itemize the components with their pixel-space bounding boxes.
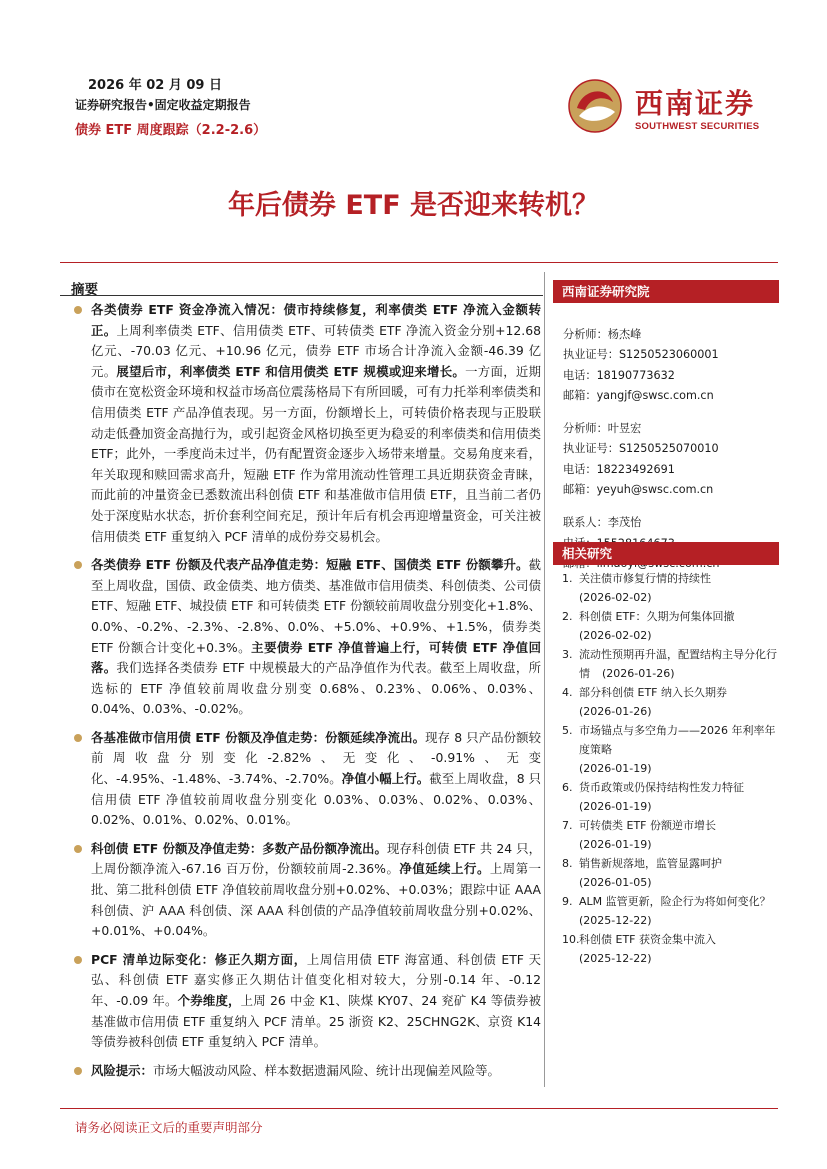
related-research-header: 相关研究: [553, 542, 779, 565]
analyst-email[interactable]: 邮箱：yeyuh@swsc.com.cn: [563, 483, 714, 497]
bullet-key-point: 净值小幅上行。: [341, 771, 430, 787]
bullet-text: 截至上周收盘，国债、政金债类、地方债类、基准做市信用债类、科创债类、公司债 ETF、短融 ETF、城投债 ETF 和可转债类 ETF 份额较前周收盘分别变化+1.8%、0.0%、-0.2%、-2.3%、-2.8%、0.0%、+5.0%、+0.9%、+1.5%，债券类 ETF 份额合计变化+0.3%。: [91, 557, 541, 655]
company-logo: [565, 78, 770, 134]
abstract-divider: [60, 295, 543, 296]
item-date: (2026-01-19): [579, 838, 652, 851]
analyst-email[interactable]: 邮箱：yangjf@swsc.com.cn: [563, 388, 714, 402]
bullet-key-point: PCF 清单边际变化：修正久期方面，: [91, 951, 307, 967]
item-date: (2026-01-19): [579, 762, 652, 775]
bullet-key-point: 各类债券 ETF 资金净流入情况：债市持续修复，利率债类 ETF 净流入金额转正。: [91, 302, 541, 338]
abstract-bullet: [71, 728, 541, 831]
bullet-text: 上周信用债 ETF 海富通、科创债 ETF 天弘、科创债 ETF 嘉实修正久期估计值变化相对较大，分别-0.14 年、-0.12 年、-0.09 年。: [91, 951, 541, 1008]
bullet-key-point: 主要债券 ETF 净值普遍上行，可转债 ETF 净值回落。: [91, 639, 542, 676]
related-research-item[interactable]: [553, 569, 779, 607]
item-title: ALM 监管更新，险企行为将如何变化？: [579, 895, 771, 908]
item-number: 9.: [562, 895, 573, 908]
bullet-text: 截至上周收盘，8 只信用债 ETF 净值较前周收盘分别变化 0.03%、0.03%、0.02%、0.03%、0.02%、0.01%、0.02%、0.01%。: [91, 771, 542, 828]
bullet-dot-icon: [74, 561, 82, 569]
analyst-panel: [553, 280, 779, 574]
item-number: 6.: [562, 781, 573, 794]
bullet-text: 一方面，近期债市在宽松资金环境和权益市场高位震荡格局下有所回暖，可有力托举利率债类和信用债类 ETF 产品净值表现。另一方面，份额增长上，可转债价格表现与正股联动走低叠加资金高抛行为，或引起资金风格切换至更为稳妥的利率债类和信用债类 ETF；此外，一季度尚未过半，仍有配置资金逐步入场带来增量。交易角度来看，年关取现和赎回需求高升，短融 ETF 作为常用流动性管理工具近期获资金青睐，而此前的冲量资金已悉数流出科创债 ETF 和基准做市信用债 ETF，且当前二者仍处于深度贴水状态，折价套利空间充足，预计年后有机会再迎增量资金，可关注被信用债类 ETF 重复纳入 PCF 清单的成份券交易机会。: [91, 363, 542, 544]
item-title: 科创债 ETF 获资金集中流入: [579, 933, 716, 946]
analyst-license: 执业证号：S1250523060001: [563, 348, 719, 362]
research-institute-header: 西南证券研究院: [553, 280, 779, 303]
item-title: 可转债类 ETF 份额逆市增长: [579, 819, 716, 832]
analyst-phone: 电话：18190773632: [563, 368, 675, 382]
report-series: 债券 ETF 周度跟踪（2.2-2.6）: [75, 123, 267, 138]
abstract-bullet: [71, 950, 541, 1053]
bullet-key-point: 各类债券 ETF 份额及代表产品净值走势：短融 ETF、国债类 ETF 份额攀升。: [91, 557, 529, 573]
analyst-phone: 电话：18223492691: [563, 462, 675, 476]
bullet-dot-icon: [74, 1067, 82, 1075]
bullet-dot-icon: [74, 306, 82, 314]
bullet-text: 现存 8 只产品份额较前周收盘分别变化-2.82%、无变化、-0.91%、无变化、-4.95%、-1.48%、-3.74%、-2.70%。: [91, 729, 541, 787]
logo-name-en: SOUTHWEST SECURITIES: [635, 121, 760, 132]
bullet-text: 市场大幅波动风险、样本数据遗漏风险、统计出现偏差风险等。: [152, 1062, 500, 1078]
item-title: 市场锚点与多空角力——2026 年利率年度策略: [579, 724, 776, 756]
bullet-key-point: 个券维度，: [177, 993, 241, 1008]
bullet-text: 我们选择各类债券 ETF 中规模最大的产品净值作为代表。截至上周收盘，所选标的 ETF 净值较前周收盘分别变 0.68%、0.23%、0.06%、0.03%、0.04%、0.03%、-0.02%。: [91, 660, 542, 717]
item-number: 7.: [562, 819, 573, 832]
related-research-item[interactable]: [553, 607, 779, 645]
analyst-name: 分析师：杨杰峰: [563, 328, 642, 341]
bullet-key-point: 净值延续上行。: [399, 861, 490, 877]
item-number: 1.: [562, 572, 573, 585]
bullet-key-point: 科创债 ETF 份额及净值走势：多数产品份额净流出。: [91, 840, 387, 856]
item-number: 10.: [562, 933, 580, 946]
item-title: 部分科创债 ETF 纳入长久期券: [579, 686, 727, 699]
header-divider: [60, 262, 778, 263]
item-title: 流动性预期再升温，配置结构主导分化行情: [579, 648, 777, 680]
abstract-heading: 摘要: [71, 282, 98, 298]
item-title: 货币政策或仍保持结构性发力特征: [579, 781, 744, 794]
item-title: 关注债市修复行情的持续性: [579, 572, 711, 585]
item-title: 科创债 ETF：久期为何集体回撤: [579, 610, 735, 623]
disclaimer-note: 请务必阅读正文后的重要声明部分: [75, 1120, 263, 1135]
related-research-item[interactable]: [553, 854, 779, 892]
bullet-key-point: 风险提示：: [91, 1062, 153, 1078]
related-research-list: [553, 569, 779, 968]
analyst-license: 执业证号：S1250525070010: [563, 442, 719, 456]
bullet-key-point: 展望后市，利率债类 ETF 和信用债类 ETF 规模或迎来增长。: [116, 363, 466, 379]
report-type: 证券研究报告•固定收益定期报告: [75, 98, 251, 112]
analyst-1: [553, 325, 779, 406]
item-number: 5.: [562, 724, 573, 737]
related-research-panel: [553, 542, 779, 968]
bullet-text: 上周利率债类 ETF、信用债类 ETF、可转债类 ETF 净流入资金分别+12.68 亿元、-70.03 亿元、+10.96 亿元，债券 ETF 市场合计净流入金额-46.39 亿元。: [91, 322, 542, 379]
bullet-text: 现存科创债 ETF 共 24 只，上周份额净流入-67.16 百万份，份额较前周-2.36%。: [91, 840, 541, 877]
bullet-dot-icon: [74, 734, 82, 742]
abstract-bullets: [71, 300, 541, 1089]
item-date: (2025-12-22): [579, 952, 652, 965]
contact-name: 联系人：李茂怡: [563, 516, 642, 530]
abstract-bullet: [71, 839, 541, 942]
item-number: 4.: [562, 686, 573, 699]
related-research-item[interactable]: [553, 721, 779, 778]
abstract-bullet: [71, 1061, 541, 1082]
page-title: 年后债券 ETF 是否迎来转机？: [227, 190, 600, 221]
related-research-item[interactable]: [553, 683, 779, 721]
related-research-item[interactable]: [553, 778, 779, 816]
abstract-bullet: [71, 300, 541, 547]
logo-emblem-icon: [565, 78, 625, 134]
column-divider: [544, 272, 545, 1087]
related-research-item[interactable]: [553, 645, 779, 683]
item-date: (2026-01-19): [579, 800, 652, 813]
item-date: (2026-01-26): [602, 667, 675, 680]
analyst-2: [553, 419, 779, 500]
related-research-item[interactable]: [553, 930, 779, 968]
bullet-dot-icon: [74, 956, 82, 964]
item-date: (2026-01-05): [579, 876, 652, 889]
bullet-text: 上周 26 中金 K1、陕煤 KY07、24 兖矿 K4 等债券被基准做市信用债 ETF 重复纳入 PCF 清单。25 浙资 K2、25CHNG2K、京资 K14 等债券被科创债 ETF 重复纳入 PCF 清单。: [91, 993, 542, 1050]
item-title: 销售新规落地，监管显露呵护: [579, 857, 722, 870]
item-date: (2026-02-02): [579, 591, 652, 604]
item-date: (2026-01-26): [579, 705, 652, 718]
bullet-text: 上周第一批、第二批科创债 ETF 净值较前周收盘分别+0.02%、+0.03%；跟踪中证 AAA 科创债、沪 AAA 科创债、深 AAA 科创债的产品净值较前周收盘分别+0.02%、+0.01%、+0.04%。: [91, 861, 542, 939]
bullet-key-point: 各基准做市信用债 ETF 份额及净值走势：份额延续净流出。: [91, 729, 426, 745]
item-number: 3.: [562, 648, 573, 661]
footer-divider: [60, 1108, 778, 1109]
item-date: (2025-12-22): [579, 914, 652, 927]
item-number: 8.: [562, 857, 573, 870]
report-date: 2026 年 02 月 09 日: [88, 78, 222, 93]
bullet-dot-icon: [74, 845, 82, 853]
item-date: (2026-02-02): [579, 629, 652, 642]
logo-name-cn: 西南证券: [635, 87, 756, 120]
related-research-item[interactable]: [553, 816, 779, 854]
item-number: 2.: [562, 610, 573, 623]
related-research-item[interactable]: [553, 892, 779, 930]
analyst-name: 分析师：叶昱宏: [563, 422, 642, 436]
abstract-bullet: [71, 555, 541, 720]
